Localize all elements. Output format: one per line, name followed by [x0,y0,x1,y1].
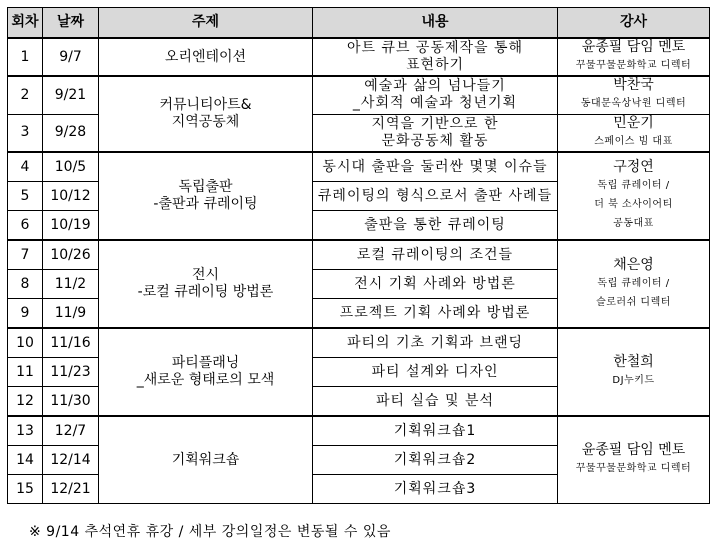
instructor-name: 박찬국 [613,77,654,94]
instructor-name: 윤종필 담임 멘토 [581,39,686,55]
session-cell: 3 [8,114,43,152]
date-cell: 10/5 [43,152,99,182]
content-cell: 파티 설계와 디자인 [313,358,558,387]
table-row [8,152,710,182]
session-cell: 11 [8,358,43,387]
instructor-role: 동대문옥상낙원 디렉터 [580,98,687,110]
instructor-cell [558,76,710,114]
session-cell: 4 [8,152,43,182]
session-cell: 7 [8,240,43,270]
session-cell: 9 [8,299,43,329]
schedule-table [7,7,710,504]
date-cell: 9/7 [43,38,99,76]
content-cell: 아트 큐브 공동제작을 통해 표현하기 [313,38,558,76]
date-cell: 9/28 [43,114,99,152]
instructor-role: 스페이스 빔 대표 [594,135,673,147]
content-cell: 기획워크숍1 [313,416,558,446]
date-cell: 12/14 [43,446,99,475]
header-topic: 주제 [99,8,313,39]
session-cell: 13 [8,416,43,446]
header-date: 날짜 [43,8,99,39]
instructor-name: 구정연 [613,159,654,175]
header-session: 회차 [8,8,43,39]
instructor-cell [558,38,710,76]
date-cell: 10/19 [43,211,99,241]
content-cell: 파티 실습 및 분석 [313,387,558,417]
header-row [8,8,710,39]
topic-cell: 파티플래닝 _새로운 형태로의 모색 [99,328,313,416]
content-cell: 동시대 출판을 둘러싼 몇몇 이슈들 [313,152,558,182]
instructor-name: 윤종필 담임 멘토 [581,442,686,458]
topic-cell: 커뮤니티아트& 지역공동체 [99,76,313,152]
date-cell: 12/7 [43,416,99,446]
content-cell: 지역을 기반으로 한 문화공동체 활동 [313,114,558,152]
date-cell: 10/12 [43,182,99,211]
content-cell: 출판을 통한 큐레이팅 [313,211,558,241]
table-row [8,76,710,114]
session-cell: 12 [8,387,43,417]
date-cell: 11/30 [43,387,99,417]
instructor-name: 민운기 [613,114,654,131]
instructor-name: 채은영 [613,256,654,273]
date-cell: 11/2 [43,270,99,299]
header-content: 내용 [313,8,558,39]
session-cell: 2 [8,76,43,114]
content-cell: 예술과 삶의 넘나들기 _사회적 예술과 청년기획 [313,76,558,114]
instructor-role: 독립 큐레이터 / 더 북 소사이어티 공동대표 [594,180,673,229]
session-cell: 14 [8,446,43,475]
instructor-cell [558,114,710,152]
content-cell: 파티의 기초 기획과 브랜딩 [313,328,558,358]
topic-cell: 독립출판 -출판과 큐레이팅 [99,152,313,240]
content-cell: 전시 기획 사례와 방법론 [313,270,558,299]
content-cell: 기획워크숍2 [313,446,558,475]
instructor-role: DJ누키드 [612,375,655,386]
session-cell: 6 [8,211,43,241]
session-cell: 1 [8,38,43,76]
topic-cell: 전시 -로컬 큐레이팅 방법론 [99,240,313,328]
date-cell: 11/16 [43,328,99,358]
instructor-role: 꾸물꾸물문화학교 디렉터 [575,463,692,474]
content-cell: 기획워크숍3 [313,475,558,504]
content-cell: 로컬 큐레이팅의 조건들 [313,240,558,270]
session-cell: 8 [8,270,43,299]
date-cell: 11/23 [43,358,99,387]
session-cell: 15 [8,475,43,504]
table-row [8,416,710,446]
instructor-cell [558,240,710,328]
topic-cell: 기획워크숍 [99,416,313,504]
date-cell: 9/21 [43,76,99,114]
header-instructor: 강사 [558,8,710,39]
topic-cell: 오리엔테이션 [99,38,313,76]
footnote: ※ 9/14 추석연휴 휴강 / 세부 강의일정은 변동될 수 있음 [29,524,391,540]
session-cell: 5 [8,182,43,211]
instructor-cell [558,152,710,240]
instructor-cell [558,328,710,416]
instructor-cell [558,416,710,504]
table-row [8,328,710,358]
table-row [8,240,710,270]
instructor-role: 독립 큐레이터 / 슬로러쉬 디렉터 [596,277,671,308]
content-cell: 큐레이팅의 형식으로서 출판 사례들 [313,182,558,211]
session-cell: 10 [8,328,43,358]
instructor-role: 꾸물꾸물문화학교 디렉터 [575,60,692,71]
table-row [8,38,710,76]
date-cell: 11/9 [43,299,99,329]
content-cell: 프로젝트 기획 사례와 방법론 [313,299,558,329]
instructor-name: 한철희 [613,354,654,370]
date-cell: 10/26 [43,240,99,270]
date-cell: 12/21 [43,475,99,504]
